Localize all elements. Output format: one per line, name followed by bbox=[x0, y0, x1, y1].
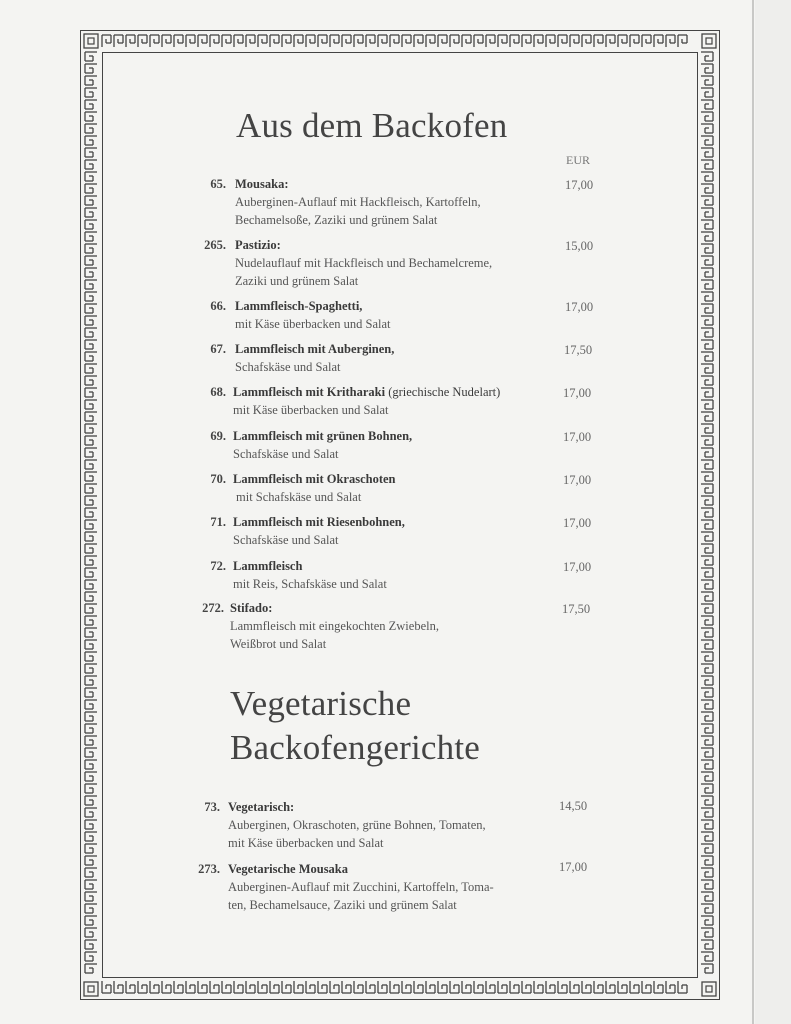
item-name: Lammfleisch mit Okraschoten bbox=[233, 472, 396, 486]
menu-item bbox=[184, 557, 564, 593]
item-price: 17,00 bbox=[565, 178, 594, 192]
menu-item bbox=[184, 427, 564, 463]
section-title-vegetarian-line1: Vegetarische bbox=[230, 684, 412, 723]
item-name: Pastizio: bbox=[235, 238, 281, 252]
item-price: 17,00 bbox=[563, 473, 592, 487]
item-description: Lammfleisch mit eingekochten Zwiebeln, bbox=[230, 619, 439, 633]
item-price: 17,00 bbox=[565, 300, 594, 314]
item-number: 65. bbox=[210, 177, 226, 191]
item-name: Vegetarisch: bbox=[228, 800, 295, 814]
item-name: Mousaka: bbox=[235, 177, 289, 191]
item-number: 273. bbox=[198, 862, 220, 876]
item-number: 265. bbox=[204, 238, 226, 252]
item-name: Vegetarische Mousaka bbox=[228, 862, 349, 876]
item-price: 17,00 bbox=[563, 430, 592, 444]
item-price: 17,00 bbox=[559, 860, 588, 874]
currency-label: EUR bbox=[566, 153, 590, 167]
menu-item bbox=[184, 297, 564, 333]
item-number: 69. bbox=[210, 429, 226, 443]
item-number: 272. bbox=[202, 601, 224, 615]
item-description: mit Schafskäse und Salat bbox=[236, 490, 362, 504]
item-description: Auberginen-Auflauf mit Hackfleisch, Kartoffeln, bbox=[235, 195, 481, 209]
item-name: Lammfleisch mit Kritharaki bbox=[233, 385, 386, 399]
item-price: 17,00 bbox=[563, 516, 592, 530]
item-price: 14,50 bbox=[559, 799, 588, 813]
item-number: 71. bbox=[210, 515, 226, 529]
item-description: Auberginen-Auflauf mit Zucchini, Kartoffeln, Toma- bbox=[228, 880, 494, 894]
section-title-backofen: Aus dem Backofen bbox=[236, 106, 508, 145]
item-number: 67. bbox=[210, 342, 226, 356]
item-description: Zaziki und grünem Salat bbox=[235, 274, 359, 288]
item-description: Bechamelsoße, Zaziki und grünem Salat bbox=[235, 213, 438, 227]
menu-item bbox=[184, 175, 564, 229]
item-number: 70. bbox=[210, 472, 226, 486]
item-description: Weißbrot und Salat bbox=[230, 637, 327, 651]
item-description: Schafskäse und Salat bbox=[233, 447, 339, 461]
menu-item bbox=[184, 236, 564, 290]
menu-item bbox=[184, 513, 564, 549]
item-number: 68. bbox=[210, 385, 226, 399]
item-price: 15,00 bbox=[565, 239, 594, 253]
item-description: mit Käse überbacken und Salat bbox=[235, 317, 391, 331]
item-name: Lammfleisch-Spaghetti, bbox=[235, 299, 363, 313]
menu-item bbox=[184, 340, 564, 376]
item-name: Lammfleisch mit Riesenbohnen, bbox=[233, 515, 405, 529]
item-number: 72. bbox=[210, 559, 226, 573]
item-number: 66. bbox=[210, 299, 226, 313]
item-price: 17,50 bbox=[562, 602, 591, 616]
section-title-vegetarian-line2: Backofengerichte bbox=[230, 728, 481, 767]
menu-item bbox=[182, 599, 562, 653]
menu-item bbox=[184, 383, 564, 419]
item-description: ten, Bechamelsauce, Zaziki und grünem Salat bbox=[228, 898, 457, 912]
item-note: (griechische Nudelart) bbox=[385, 385, 501, 399]
item-description: mit Reis, Schafskäse und Salat bbox=[233, 577, 387, 591]
item-price: 17,00 bbox=[563, 560, 592, 574]
item-description: Schafskäse und Salat bbox=[235, 360, 341, 374]
page-edge bbox=[752, 0, 754, 1024]
menu-item bbox=[178, 798, 558, 852]
item-name: Lammfleisch bbox=[233, 559, 303, 573]
item-name: Lammfleisch mit grünen Bohnen, bbox=[233, 429, 413, 443]
item-number: 73. bbox=[204, 800, 220, 814]
item-price: 17,50 bbox=[564, 343, 593, 357]
menu-item bbox=[178, 860, 558, 914]
item-description: Nudelauflauf mit Hackfleisch und Bechamelcreme, bbox=[235, 256, 493, 270]
item-description: mit Käse überbacken und Salat bbox=[233, 403, 389, 417]
item-name: Lammfleisch mit Auberginen, bbox=[235, 342, 395, 356]
item-price: 17,00 bbox=[563, 386, 592, 400]
item-description: mit Käse überbacken und Salat bbox=[228, 836, 384, 850]
item-name: Stifado: bbox=[230, 601, 273, 615]
menu-item bbox=[184, 470, 564, 506]
item-description: Schafskäse und Salat bbox=[233, 533, 339, 547]
item-description: Auberginen, Okraschoten, grüne Bohnen, Tomaten, bbox=[228, 818, 486, 832]
